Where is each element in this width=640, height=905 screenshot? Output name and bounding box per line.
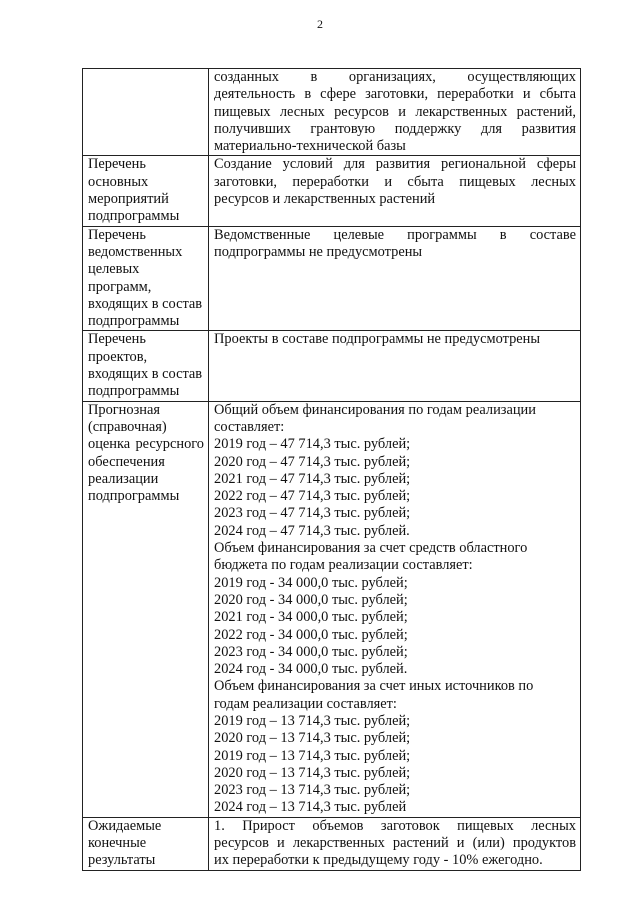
row-label	[83, 817, 209, 870]
label-line: реализации	[88, 470, 159, 487]
content-line: пищевых лесных ресурсов и лекарственных растений,	[214, 103, 576, 120]
row-label	[83, 401, 209, 817]
row-content	[209, 156, 581, 226]
content-line: Проекты в составе подпрограммы не предусмотрены	[214, 331, 541, 348]
row-label	[83, 331, 209, 401]
content-line: ресурсов и лекарственных растений	[214, 191, 436, 208]
content-line: 2022 год – 47 714,3 тыс. рублей;	[214, 488, 411, 505]
content-line: 2020 год - 34 000,0 тыс. рублей;	[214, 591, 408, 608]
content-line: 2022 год - 34 000,0 тыс. рублей;	[214, 626, 408, 643]
content-line: получивших грантовую поддержку для развития	[214, 120, 576, 137]
content-line: созданных в организациях, осуществляющих	[214, 69, 576, 85]
content-line: заготовки, переработки и сбыта пищевых лесных	[214, 173, 576, 190]
content-line: деятельность в сфере заготовки, переработки и сбыта	[214, 86, 576, 103]
table-row-continuation	[83, 69, 581, 156]
page-number: 2	[317, 17, 323, 31]
content-line: Общий объем финансирования по годам реализации	[214, 401, 536, 418]
content-line: 2019 год – 13 714,3 тыс. рублей;	[214, 712, 411, 729]
label-line: результаты	[88, 852, 156, 869]
content-line: 2019 год - 34 000,0 тыс. рублей;	[214, 574, 408, 591]
content-line: подпрограммы не предусмотрены	[214, 243, 423, 260]
row-label	[83, 226, 209, 331]
table-row-projects	[83, 331, 581, 401]
label-line: Перечень	[88, 156, 146, 173]
label-line: Прогнозная	[88, 401, 160, 418]
content-line: 2024 год - 34 000,0 тыс. рублей.	[214, 661, 408, 678]
content-line: 2020 год – 47 714,3 тыс. рублей;	[214, 453, 411, 470]
label-line: основных	[88, 173, 149, 190]
subprogram-passport-table	[82, 68, 581, 871]
label-line: подпрограммы	[88, 383, 180, 400]
content-line: 1. Прирост объемов заготовок пищевых лесных	[214, 817, 576, 834]
label-line: проектов,	[88, 348, 148, 365]
label-line: Перечень	[88, 331, 146, 348]
row-content	[209, 226, 581, 331]
content-line: ресурсов и лекарственных растений и (или) продуктов	[214, 835, 576, 852]
label-line: подпрограммы	[88, 313, 180, 330]
content-line: 2023 год - 34 000,0 тыс. рублей;	[214, 643, 408, 660]
label-line: входящих в состав	[88, 366, 203, 383]
label-line: мероприятий	[88, 191, 169, 208]
table-row-funding	[83, 401, 581, 817]
content-line: составляет:	[214, 418, 285, 435]
content-line: Объем финансирования за счет средств областного	[214, 540, 528, 557]
label-line: подпрограммы	[88, 488, 180, 505]
table-row-departmental-programs	[83, 226, 581, 331]
content-line: Создание условий для развития региональной сферы	[214, 156, 576, 173]
content-line: 2020 год – 13 714,3 тыс. рублей;	[214, 730, 411, 747]
content-line: 2019 год – 13 714,3 тыс. рублей;	[214, 747, 411, 764]
label-line: целевых программ,	[88, 261, 152, 295]
label-line: подпрограммы	[88, 208, 180, 225]
table-row-expected-results	[83, 817, 581, 870]
content-line: 2021 год – 47 714,3 тыс. рублей;	[214, 470, 411, 487]
label-line: ведомственных	[88, 243, 183, 260]
table-row-main-activities	[83, 156, 581, 226]
content-line: 2023 год – 47 714,3 тыс. рублей;	[214, 505, 411, 522]
label-line: (справочная)	[88, 418, 167, 435]
label-line: Перечень	[88, 226, 146, 243]
content-line: 2019 год – 47 714,3 тыс. рублей;	[214, 436, 411, 453]
row-label	[83, 156, 209, 226]
content-line: 2023 год – 13 714,3 тыс. рублей;	[214, 782, 411, 799]
label-line: Ожидаемые	[88, 817, 162, 834]
label-line: входящих в состав	[88, 295, 203, 312]
content-line: 2021 год - 34 000,0 тыс. рублей;	[214, 609, 408, 626]
content-line: их переработки к предыдущему году - 10% ежегодно.	[214, 852, 543, 869]
content-line: годам реализации составляет:	[214, 695, 397, 712]
content-line: Объем финансирования за счет иных источников по	[214, 678, 534, 695]
row-content	[209, 331, 581, 401]
content-line: бюджета по годам реализации составляет:	[214, 557, 473, 574]
row-content	[209, 69, 581, 156]
content-line: 2024 год – 47 714,3 тыс. рублей.	[214, 522, 410, 539]
row-label	[83, 69, 209, 156]
label-line: оценка ресурсного	[88, 436, 204, 453]
label-line: конечные	[88, 835, 147, 852]
content-line: материально-технической базы	[214, 138, 406, 155]
content-line: Ведомственные целевые программы в составе	[214, 226, 576, 243]
content-line: 2020 год – 13 714,3 тыс. рублей;	[214, 764, 411, 781]
label-line: обеспечения	[88, 453, 165, 470]
content-line: 2024 год – 13 714,3 тыс. рублей	[214, 799, 407, 816]
row-content	[209, 817, 581, 870]
row-content	[209, 401, 581, 817]
